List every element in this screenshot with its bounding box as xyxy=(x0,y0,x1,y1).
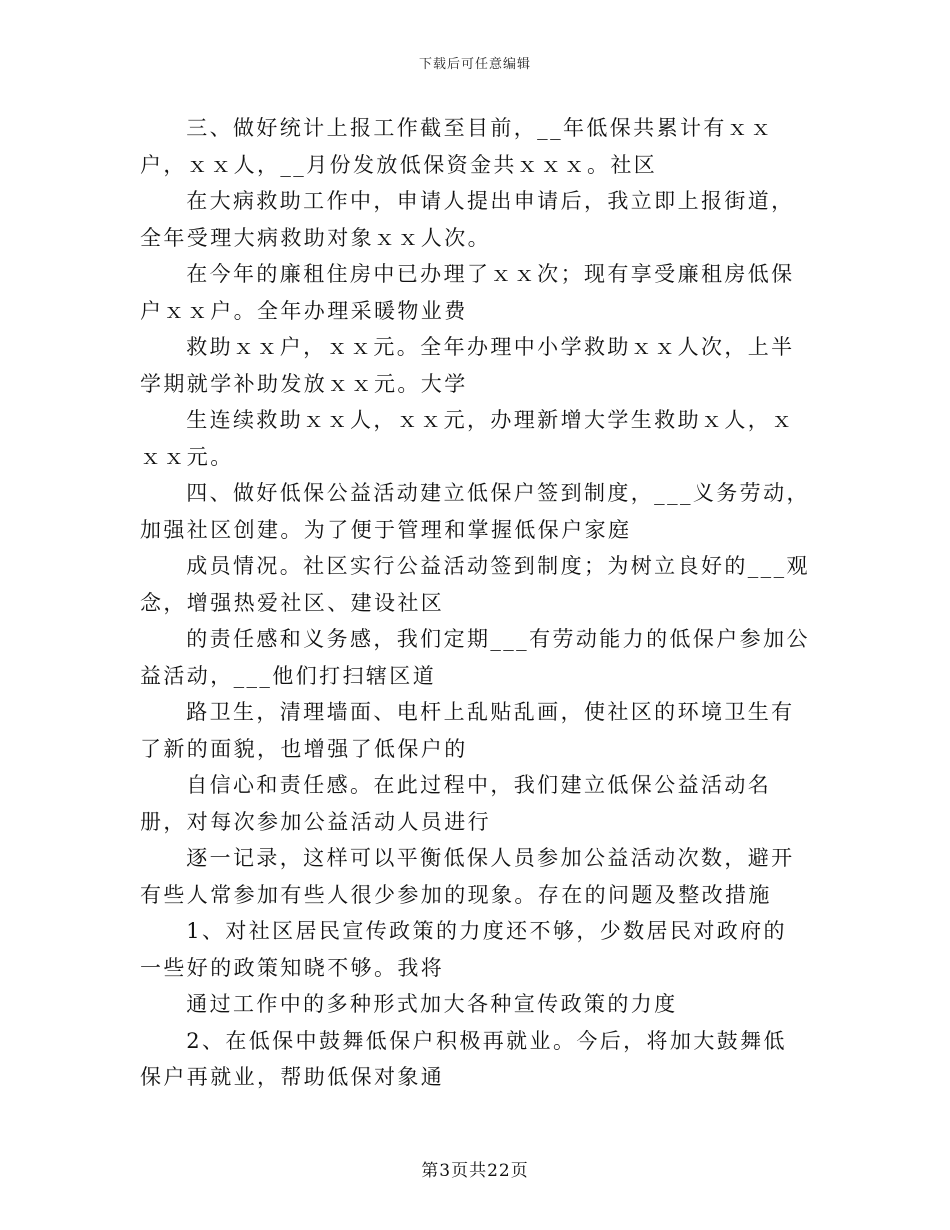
document-body xyxy=(140,110,810,1096)
page-footer: 第3页共22页 xyxy=(421,1161,529,1181)
paragraph-aid-amounts: 救助ｘｘ户，ｘｘ元。全年办理中小学救助ｘｘ人次，上半学期就学补助发放ｘｘ元。大学 xyxy=(140,335,795,396)
paragraph-housing: 在今年的廉租住房中已办理了ｘｘ次；现有享受廉租房低保户ｘｘ户。全年办理采暖物业费 xyxy=(140,262,795,323)
paragraph-sanitation: 路卫生，清理墙面、电杆上乱贴乱画，使社区的环境卫生有了新的面貌，也增强了低保户的 xyxy=(140,700,795,761)
paragraph-issue-1: 1、对社区居民宣传政策的力度还不够，少数居民对政府的一些好的政策知晓不够。我将 xyxy=(140,919,787,980)
paragraph-records: 逐一记录，这样可以平衡低保人员参加公益活动次数，避开有些人常参加有些人很少参加的现象。存在的问题及整改措施 xyxy=(140,846,795,907)
paragraph-illness-aid: 在大病救助工作中，申请人提出申请后，我立即上报街道，全年受理大病救助对象ｘｘ人次。 xyxy=(140,189,795,250)
paragraph-responsibility: 的责任感和义务感，我们定期___有劳动能力的低保户参加公益活动，___他们打扫辖区道 xyxy=(140,627,810,688)
paragraph-confidence: 自信心和责任感。在此过程中，我们建立低保公益活动名册，对每次参加公益活动人员进行 xyxy=(140,773,772,834)
page-header: 下载后可任意编辑 xyxy=(418,57,531,72)
paragraph-member-status: 成员情况。社区实行公益活动签到制度；为树立良好的___观念，增强热爱社区、建设社区 xyxy=(140,554,810,615)
paragraph-issue-2: 2、在低保中鼓舞低保户积极再就业。今后，将加大鼓舞低保户再就业，帮助低保对象通 xyxy=(140,1028,787,1089)
paragraph-statistics: 三、做好统计上报工作截至目前，__年低保共累计有ｘｘ户，ｘｘ人，__月份发放低保资金共ｘｘｘ。社区 xyxy=(140,116,774,177)
paragraph-student-aid: 生连续救助ｘｘ人，ｘｘ元，办理新增大学生救助ｘ人，ｘｘｘ元。 xyxy=(140,408,795,469)
paragraph-publicity: 通过工作中的多种形式加大各种宣传政策的力度 xyxy=(186,992,678,1016)
paragraph-public-welfare: 四、做好低保公益活动建立低保户签到制度，___义务劳动，加强社区创建。为了便于管理和掌握低保户家庭 xyxy=(140,481,810,542)
